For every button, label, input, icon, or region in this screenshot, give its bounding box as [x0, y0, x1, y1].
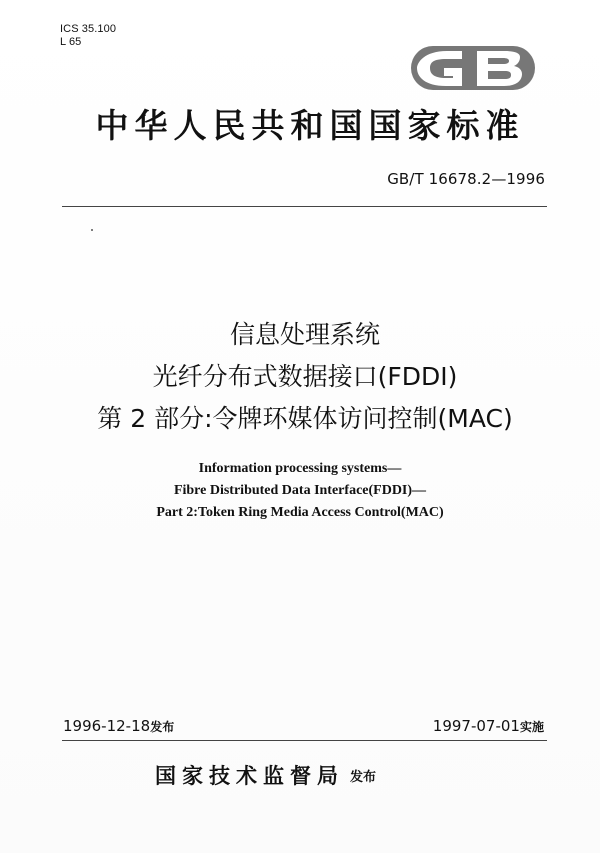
gb-logo: [405, 39, 541, 97]
chinese-title-line-2: 光纤分布式数据接口(FDDI): [152, 362, 458, 391]
issuer-suffix: 发布: [350, 769, 377, 785]
standard-type-title: 中华人民共和国国家标准: [95, 106, 525, 145]
implementation-date: [433, 716, 544, 737]
issuer-line: [155, 760, 475, 790]
classification-block: [60, 23, 116, 49]
chinese-title-line-1: 信息处理系统: [229, 320, 380, 349]
implementation-label: 实施: [519, 720, 544, 734]
issue-label: 发布: [150, 720, 175, 734]
english-title-line-2: Fibre Distributed Data Interface(FDDI)—: [173, 483, 427, 498]
implementation-date-value: 1997-07-01: [432, 717, 520, 735]
classification-code: L 65: [60, 36, 82, 48]
scan-speck: [91, 229, 93, 231]
english-title-block: [50, 458, 550, 524]
issuer-name: 国家技术监督局: [155, 763, 344, 788]
english-title-line-1: Information processing systems—: [198, 461, 402, 476]
bottom-divider: [62, 740, 547, 741]
issue-date: [63, 716, 174, 737]
ics-code: ICS 35.100: [60, 23, 117, 35]
chinese-title-line-3: 第 2 部分:令牌环媒体访问控制(MAC): [97, 404, 513, 433]
chinese-title-block: [40, 314, 570, 440]
issue-date-value: 1996-12-18: [63, 717, 151, 735]
top-divider: [62, 206, 547, 207]
english-title-line-3: Part 2:Token Ring Media Access Control(MAC): [156, 505, 444, 520]
standard-number: GB/T 16678.2—1996: [387, 170, 545, 188]
